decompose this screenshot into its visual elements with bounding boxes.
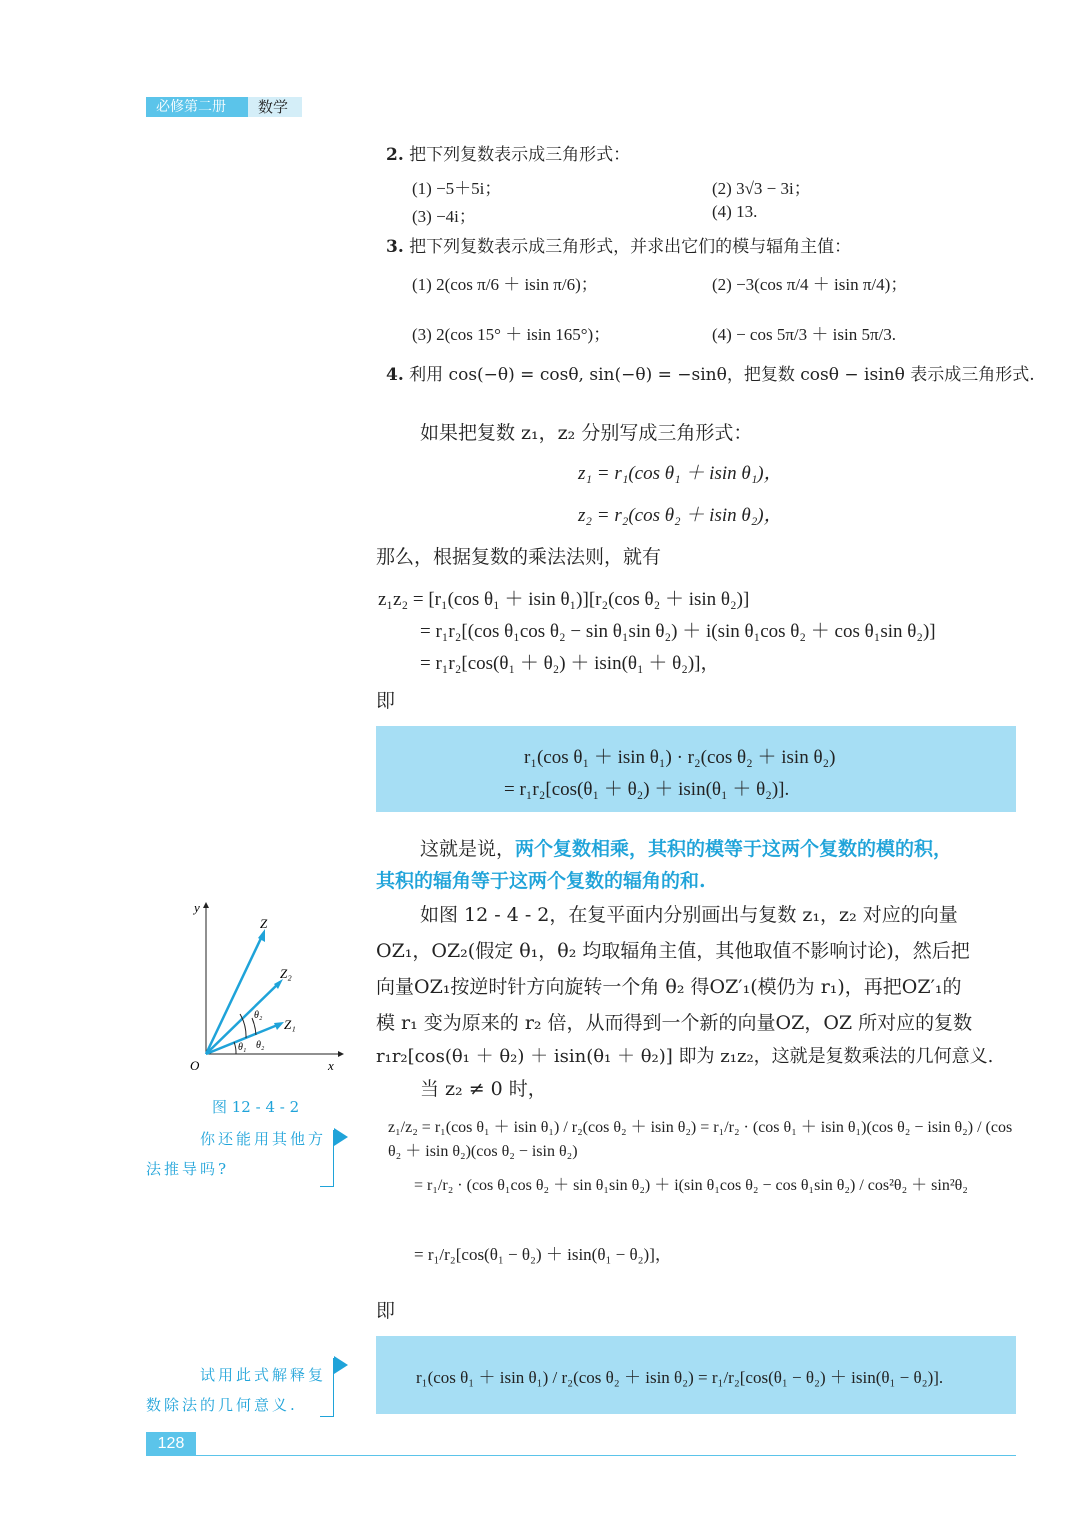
footer-divider bbox=[196, 1455, 1016, 1456]
exercise-item: (2) 3√3 − 3i； bbox=[712, 179, 811, 198]
label-y: y bbox=[194, 900, 200, 915]
x-axis-arrow-icon bbox=[338, 1051, 344, 1057]
exercise-item: (2) −3(cos π/4 ＋ isin π/4)； bbox=[712, 275, 908, 294]
exercise-number: 3. bbox=[386, 237, 404, 257]
arrow-icon bbox=[274, 1022, 284, 1030]
equation-z2: z₂ = r₂(cos θ₂ ＋ isin θ₂)， bbox=[578, 505, 783, 526]
side-note-line: 数除法的几何意义. bbox=[146, 1396, 298, 1414]
label-z1: Z₁ bbox=[284, 1017, 296, 1032]
label-theta2: θ₂ bbox=[254, 1010, 263, 1021]
side-note-2 bbox=[146, 1360, 326, 1420]
paragraph: 如果把复数 z₁，z₂ 分别写成三角形式： bbox=[420, 422, 753, 444]
equation-div-1: z₁/z₂ = r₁(cos θ₁ ＋ isin θ₁) / r₂(cos θ₂ ＋ isin θ₂) = r₁/r₂ · (cos θ₁ ＋ isin θ₁)(cos θ₂ − isin θ₂) / (cos θ₂ ＋ isin θ₂)(cos θ₂ − isin θ₂) bbox=[388, 1119, 1013, 1160]
vector-figure bbox=[168, 896, 348, 1076]
note-marker-icon bbox=[334, 1128, 348, 1146]
exercise-text: 利用 cos(−θ) = cosθ, sin(−θ) = −sinθ，把复数 cosθ − isinθ 表示成三角形式. bbox=[409, 365, 1035, 385]
exercise-2 bbox=[386, 140, 630, 165]
conclusion-plain: 这就是说， bbox=[420, 838, 516, 860]
exercise-item: (4) − cos 5π/3 ＋ isin 5π/3. bbox=[712, 325, 896, 344]
exercise-item: (3) 2(cos 15° ＋ isin 165°)； bbox=[412, 325, 611, 344]
box-line-2: = r₁r₂[cos(θ₁ ＋ θ₂) ＋ isin(θ₁ ＋ θ₂)]. bbox=[504, 779, 790, 800]
paragraph-geometry-4: 模 r₁ 变为原来的 r₂ 倍，从而得到一个新的向量OZ，OZ 所对应的复数 bbox=[376, 1012, 973, 1034]
paragraph: 当 z₂ ≠ 0 时， bbox=[420, 1078, 547, 1100]
page-header bbox=[146, 97, 302, 117]
exercise-item: (1) −5＋5i； bbox=[412, 179, 502, 198]
figure-caption: 图 12 - 4 - 2 bbox=[212, 1098, 300, 1116]
note-bracket bbox=[320, 1186, 334, 1187]
label-o: O bbox=[190, 1058, 200, 1073]
paragraph-geometry-3: 向量OZ₁按逆时针方向旋转一个角 θ₂ 得OZ′₁(模仍为 r₁)，再把OZ′₁的 bbox=[376, 976, 962, 998]
side-note-line: 法推导吗? bbox=[146, 1160, 230, 1178]
box-line-1: r₁(cos θ₁ ＋ isin θ₁) · r₂(cos θ₂ ＋ isin θ₂) bbox=[524, 747, 836, 768]
side-note-line: 你还能用其他方 bbox=[199, 1130, 326, 1148]
exercise-text: 把下列复数表示成三角形式，并求出它们的模与辐角主值： bbox=[409, 237, 852, 257]
subject-title: 数学 bbox=[248, 97, 302, 117]
equation-mul-3: = r₁r₂[cos(θ₁ ＋ θ₂) ＋ isin(θ₁ ＋ θ₂)]， bbox=[420, 653, 720, 674]
side-note-1 bbox=[146, 1124, 326, 1184]
label-theta1: θ₁ bbox=[238, 1042, 247, 1053]
note-marker-icon bbox=[334, 1356, 348, 1374]
equation-div-2: = r₁/r₂ · (cos θ₁cos θ₂ ＋ sin θ₁sin θ₂) ＋ i(sin θ₁cos θ₂ − cos θ₁sin θ₂) / cos²θ₂ ＋ sin²θ₂ bbox=[414, 1177, 968, 1194]
vector-oz bbox=[206, 934, 263, 1054]
label-theta2: θ₂ bbox=[256, 1040, 265, 1051]
exercise-number: 4. bbox=[386, 365, 404, 385]
exercise-4 bbox=[386, 360, 1035, 385]
exercise-item: (4) 13. bbox=[712, 202, 758, 221]
label-x: x bbox=[328, 1058, 334, 1073]
note-bracket bbox=[333, 1130, 334, 1186]
page-number: 128 bbox=[146, 1432, 196, 1456]
note-bracket bbox=[333, 1358, 334, 1416]
y-axis-arrow-icon bbox=[203, 902, 209, 908]
equation-div-3: = r₁/r₂[cos(θ₁ − θ₂) ＋ isin(θ₁ − θ₂)]， bbox=[414, 1245, 672, 1264]
ji-label: 即 bbox=[376, 1300, 396, 1322]
label-z: Z bbox=[260, 916, 268, 931]
equation-mul-1: z₁z₂ = [r₁(cos θ₁ ＋ isin θ₁)][r₂(cos θ₂ ＋ isin θ₂)] bbox=[378, 589, 750, 610]
exercise-item: (1) 2(cos π/6 ＋ isin π/6)； bbox=[412, 275, 598, 294]
paragraph-geometry-1: 如图 12 - 4 - 2，在复平面内分别画出与复数 z₁，z₂ 对应的向量 bbox=[420, 904, 958, 926]
note-bracket bbox=[320, 1416, 334, 1417]
conclusion-highlight: 两个复数相乘，其积的模等于这两个复数的模的积， bbox=[515, 838, 953, 860]
exercise-item: (3) −4i； bbox=[412, 207, 476, 226]
book-title: 必修第二册 bbox=[146, 97, 248, 117]
formula-box-multiply bbox=[376, 726, 1016, 812]
paragraph-conclusion bbox=[420, 834, 952, 861]
exercise-number: 2. bbox=[386, 145, 404, 165]
exercise-3 bbox=[386, 232, 851, 257]
paragraph: 那么，根据复数的乘法法则，就有 bbox=[376, 546, 662, 568]
paragraph-geometry-2: OZ₁，OZ₂(假定 θ₁，θ₂ 均取辐角主值，其他取值不影响讨论)，然后把 bbox=[376, 940, 970, 962]
equation-mul-2: = r₁r₂[(cos θ₁cos θ₂ − sin θ₁sin θ₂) ＋ i(sin θ₁cos θ₂ ＋ cos θ₁sin θ₂)] bbox=[420, 621, 936, 642]
box-line: r₁(cos θ₁ ＋ isin θ₁) / r₂(cos θ₂ ＋ isin θ₂) = r₁/r₂[cos(θ₁ − θ₂) ＋ isin(θ₁ − θ₂)]. bbox=[416, 1368, 944, 1387]
label-z2: Z₂ bbox=[280, 966, 292, 981]
formula-box-divide bbox=[376, 1336, 1016, 1414]
angle-arc bbox=[234, 1042, 236, 1054]
ji-label: 即 bbox=[376, 690, 396, 712]
paragraph-geometry-5: r₁r₂[cos(θ₁ ＋ θ₂) ＋ isin(θ₁ ＋ θ₂)] 即为 z₁z₂，这就是复数乘法的几何意义. bbox=[376, 1046, 994, 1067]
exercise-text: 把下列复数表示成三角形式： bbox=[409, 145, 631, 165]
side-note-line: 试用此式解释复 bbox=[199, 1366, 326, 1384]
conclusion-highlight-2: 其积的辐角等于这两个复数的辐角的和. bbox=[376, 870, 706, 892]
equation-z1: z₁ = r₁(cos θ₁ ＋ isin θ₁)， bbox=[578, 463, 783, 484]
